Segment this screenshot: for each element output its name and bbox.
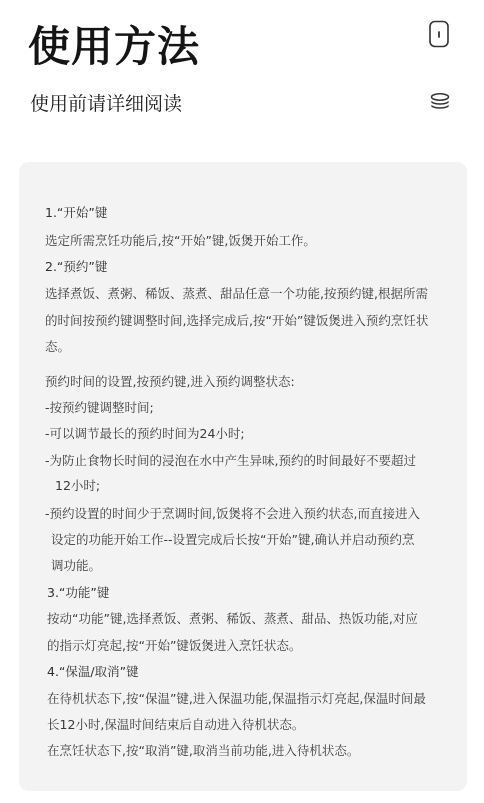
page-title: 使用方法 bbox=[28, 22, 201, 71]
instruction-line: 长12小时,保温时间结束后自动进入待机状态。 bbox=[47, 717, 305, 732]
instruction-line: 调功能。 bbox=[51, 558, 102, 573]
section-heading-reserve: 2.“预约”键 bbox=[45, 259, 108, 274]
section-heading-function: 3.“功能”键 bbox=[47, 585, 110, 600]
instruction-line: 选定所需烹饪功能后,按“开始”键,饭煲开始工作。 bbox=[45, 233, 316, 248]
instruction-line: 设定的功能开始工作--设置完成后长按“开始”键,确认并启动预约烹 bbox=[51, 532, 415, 547]
instruction-line: -预约设置的时间少于烹调时间,饭煲将不会进入预约状态,而直接进入 bbox=[45, 506, 420, 521]
section-heading-keepwarm: 4.“保温/取消”键 bbox=[47, 664, 139, 679]
instruction-line: 12小时; bbox=[55, 478, 101, 493]
page-subtitle: 使用前请详细阅读 bbox=[30, 93, 183, 115]
section-heading-start: 1.“开始”键 bbox=[45, 205, 108, 220]
instruction-line: 按动“功能”键,选择煮饭、煮粥、稀饭、蒸煮、甜品、热饭功能,对应 bbox=[47, 611, 418, 626]
instruction-line: 预约时间的设置,按预约键,进入预约调整状态: bbox=[45, 374, 295, 389]
instruction-line: -为防止食物长时间的浸泡在水中产生异味,预约的时间最好不要超过 bbox=[45, 453, 416, 468]
stack-layers-icon[interactable] bbox=[429, 92, 451, 112]
instruction-line: 的指示灯亮起,按“开始”键饭煲进入烹饪状态。 bbox=[47, 638, 302, 653]
phone-outline-icon[interactable] bbox=[428, 20, 450, 48]
instruction-line: 的时间按预约键调整时间,选择完成后,按“开始”键饭煲进入预约烹饪状 bbox=[45, 313, 429, 328]
instruction-line: 在烹饪状态下,按“取消”键,取消当前功能,进入待机状态。 bbox=[47, 743, 360, 758]
instructions-card bbox=[19, 162, 467, 791]
instruction-line: 态。 bbox=[45, 339, 71, 354]
instruction-line: 在待机状态下,按“保温”键,进入保温功能,保温指示灯亮起,保温时间最 bbox=[47, 691, 426, 706]
instruction-line: -可以调节最长的预约时间为24小时; bbox=[45, 426, 245, 441]
instruction-line: 选择煮饭、煮粥、稀饭、蒸煮、甜品任意一个功能,按预约键,根据所需 bbox=[45, 286, 428, 301]
instruction-line: -按预约键调整时间; bbox=[45, 400, 154, 415]
